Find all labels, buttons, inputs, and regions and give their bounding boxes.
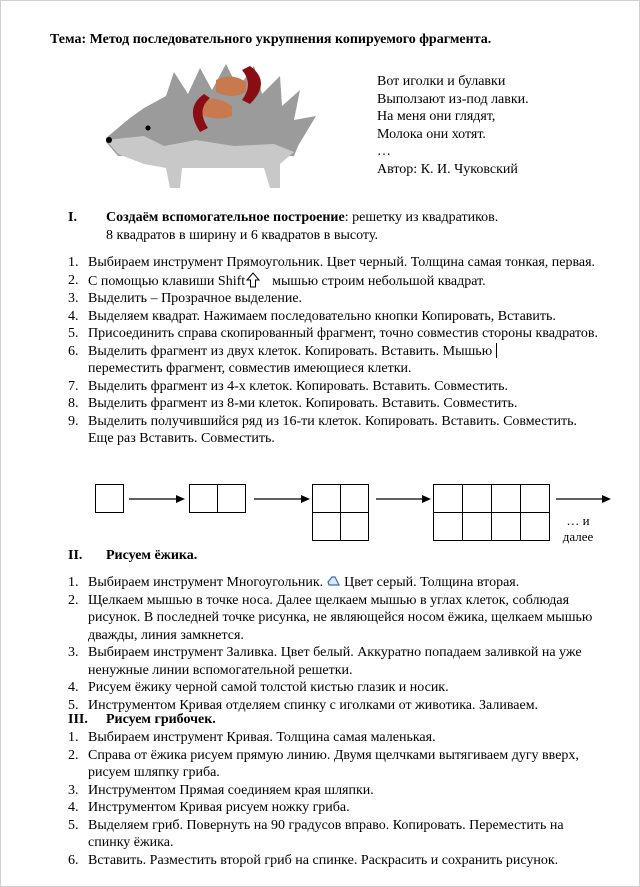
poem-line: На меня они глядят, bbox=[377, 109, 496, 125]
list-item: 9. Выделить получившийся ряд из 16-ти клеток. Копировать. Вставить. Совместить. Еще раз Вставить. Совместить. bbox=[68, 413, 578, 446]
list-item: 3. Выделить – Прозрачное выделение. bbox=[68, 291, 303, 306]
list-item: 1. Выбираем инструмент Кривая. Толщина самая маленькая. bbox=[68, 730, 436, 745]
poem bbox=[377, 73, 529, 179]
hedgehog-eye bbox=[146, 126, 151, 131]
section-title: Рисуем ёжика. bbox=[106, 548, 198, 563]
section-2-heading bbox=[68, 547, 368, 565]
page-title: Тема: Метод последовательного укрупнения копируемого фрагмента. bbox=[50, 32, 492, 47]
section-number: I. bbox=[68, 210, 77, 225]
list-item: 2. Щелкаем мышью в точке носа. Далее щелкаем мышью в углах клеток, соблюдая рисунок. В последней точке рисунка, не являющейся носом ёжика, щелкаем мышью дважды, линия замкнется. bbox=[68, 592, 593, 643]
list-item: 4. Выделяем квадрат. Нажимаем последовательно кнопки Копировать, Вставить. bbox=[68, 308, 556, 324]
poem-line: Вот иголки и булавки bbox=[377, 74, 506, 89]
list-item: 6. Вставить. Разместить второй гриб на спинке. Раскрасить и сохранить рисунок. bbox=[68, 852, 559, 868]
poem-line: Выползают из-под лавки. bbox=[377, 91, 529, 107]
section-3-heading bbox=[68, 711, 368, 729]
list-item: 2. Справа от ёжика рисуем прямую линию. Двумя щелчками вытягиваем дугу вверх, рисуем шляпку гриба. bbox=[68, 747, 579, 780]
list-item: 4. Инструментом Кривая рисуем ножку гриба. bbox=[68, 800, 350, 815]
list-item: 7. Выделить фрагмент из 4-х клеток. Копировать. Вставить. Совместить. bbox=[68, 378, 509, 394]
hedgehog-nose bbox=[106, 137, 112, 143]
section-2-list bbox=[68, 574, 598, 714]
list-item: 5. Инструментом Кривая отделяем спинку с иголками от животика. Заливаем. bbox=[68, 697, 539, 713]
list-item: 3. Инструментом Прямая соединяем края шляпки. bbox=[68, 782, 374, 798]
list-item: 1. Выбираем инструмент Многоугольник. Цвет серый. Толщина вторая. bbox=[68, 575, 520, 590]
grid-progression-diagram bbox=[95, 484, 615, 542]
list-item: 1. Выбираем инструмент Прямоугольник. Цвет черный. Толщина самая тонкая, первая. bbox=[68, 255, 596, 270]
list-item: 5. Выделяем гриб. Повернуть на 90 градусов вправо. Копировать. Переместить на спинку ёжика. bbox=[68, 817, 564, 850]
list-item: 2. С помощью клавиши Shift мышью строим небольшой квадрат. bbox=[68, 272, 486, 289]
section-1-list bbox=[68, 254, 598, 448]
section-1-heading bbox=[68, 209, 588, 245]
hedgehog-illustration bbox=[104, 60, 319, 188]
list-item: 3. Выбираем инструмент Заливка. Цвет белый. Аккуратно попадаем заливкой на уже ненужные линии вспомогательной решетки. bbox=[68, 645, 582, 678]
section-title: Создаём вспомогательное построение bbox=[106, 210, 345, 225]
grid-1-cell bbox=[96, 485, 124, 513]
section-title: Рисуем грибочек. bbox=[106, 712, 216, 727]
section-number: II. bbox=[68, 548, 83, 563]
poem-author: Автор: К. И. Чуковский bbox=[377, 161, 518, 177]
shift-arrow-icon bbox=[246, 272, 260, 288]
section-title-rest: : решетку из квадратиков. bbox=[344, 210, 499, 225]
section-subline: 8 квадратов в ширину и 6 квадратов в высоту. bbox=[106, 228, 378, 243]
section-3-list bbox=[68, 729, 598, 869]
poem-line: … bbox=[377, 144, 391, 160]
section-number: III. bbox=[68, 712, 88, 727]
polygon-tool-icon bbox=[327, 576, 341, 587]
text-cursor-icon bbox=[496, 343, 497, 358]
list-item: 8. Выделить фрагмент из 8-ми клеток. Копировать. Вставить. Совместить. bbox=[68, 396, 518, 411]
list-item: 4. Рисуем ёжику черной самой толстой кистью глазик и носик. bbox=[68, 680, 449, 695]
poem-line: Молока они хотят. bbox=[377, 126, 486, 142]
grid-tail-note: … и далее bbox=[562, 513, 594, 544]
list-item: 6. Выделить фрагмент из двух клеток. Копировать. Вставить. Мышью переместить фрагмент, совместив имеющиеся клетки. bbox=[68, 343, 598, 378]
list-item: 5. Присоединить справа скопированный фрагмент, точно совместив стороны квадратов. bbox=[68, 326, 599, 341]
